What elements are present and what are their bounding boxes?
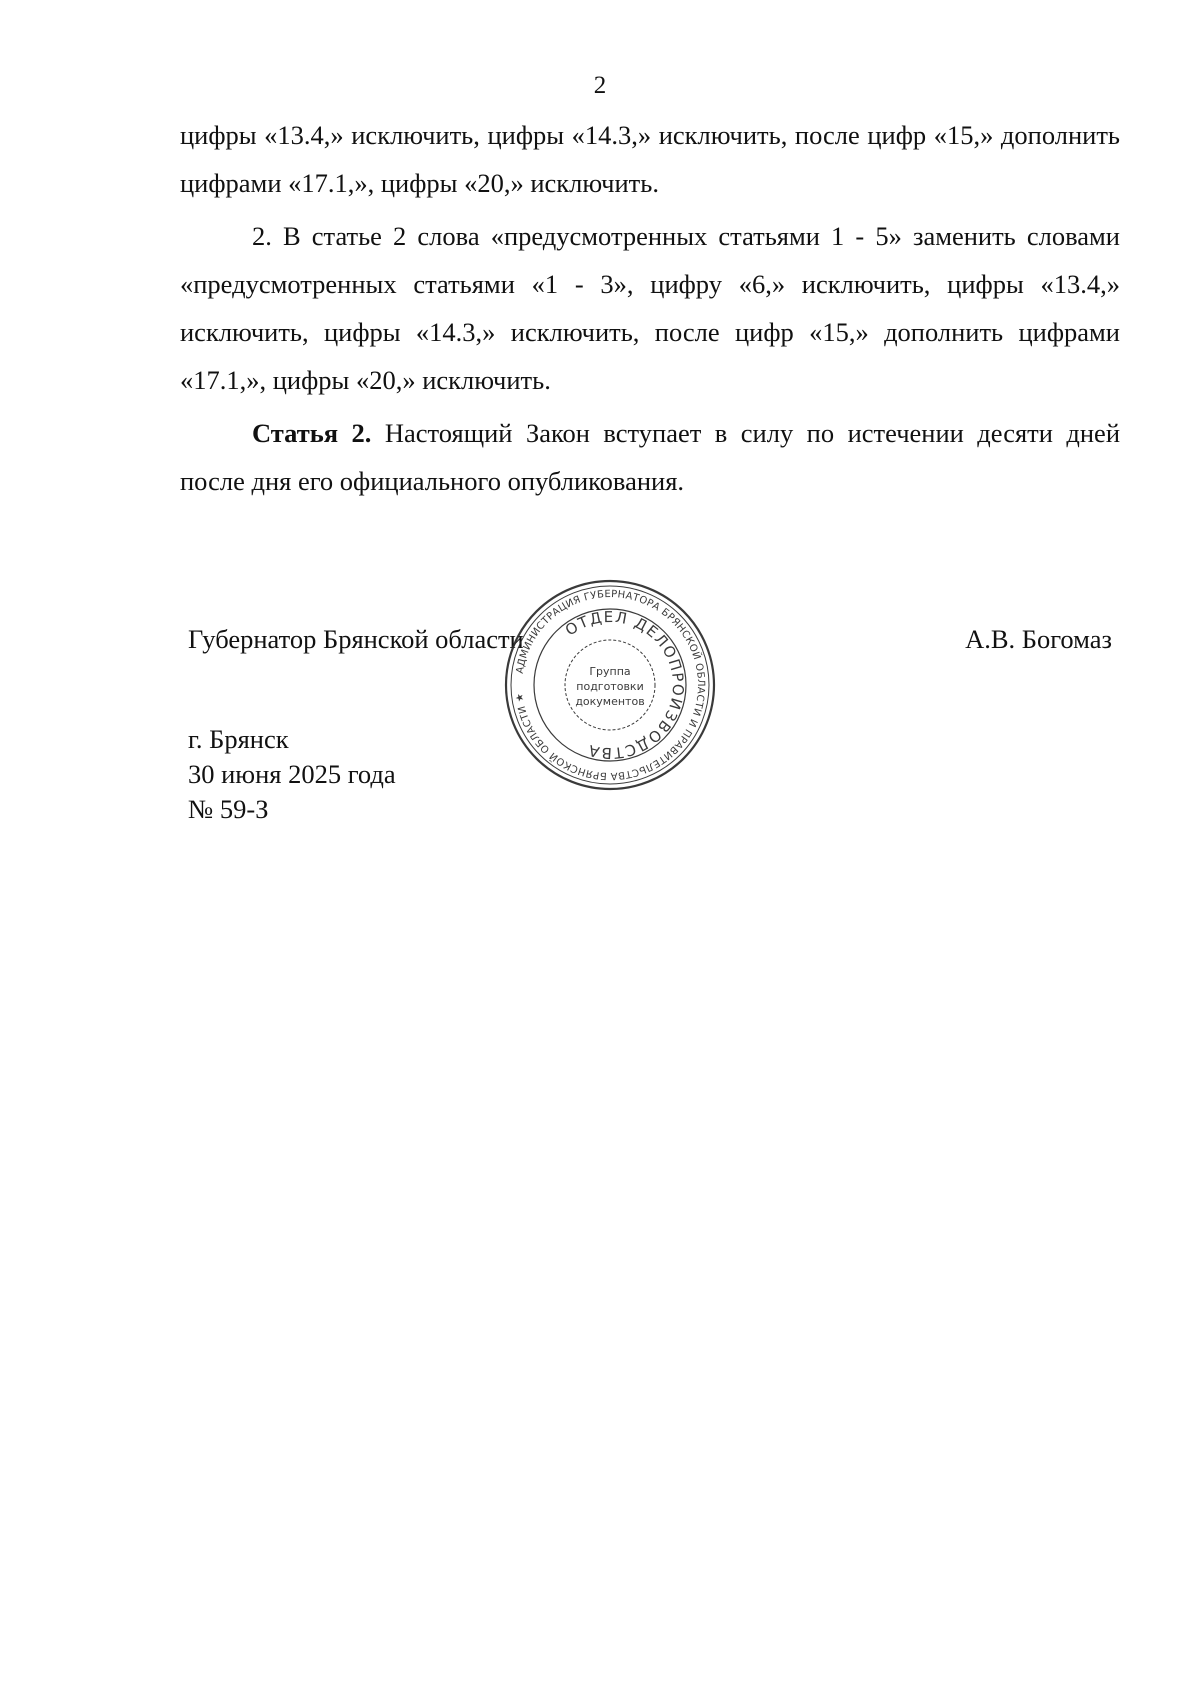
document-body [180, 111, 1120, 510]
article-2-text: Настоящий Закон вступает в силу по истечении десяти дней после дня его официального опубликования. [180, 418, 1120, 496]
footer-date: 30 июня 2025 года [188, 759, 396, 789]
seal-graphic [500, 575, 720, 795]
footer-city: г. Брянск [188, 724, 289, 754]
footer-law-number: № 59-З [188, 794, 269, 824]
seal-center-line-3: документов [575, 695, 645, 708]
paragraph-amendment-2: 2. В статье 2 слова «предусмотренных статьями 1 - 5» заменить словами «предусмотренных статьями «1 - 3», цифру «6,» исключить, цифры «13.4,» исключить, цифры «14.3,» исключить, после цифр «15,» дополнить цифрами «17.1,», цифры «20,» исключить. [180, 221, 1120, 395]
signatory-name: А.В. Богомаз [965, 624, 1112, 654]
paragraph-amendment-continuation: цифры «13.4,» исключить, цифры «14.3,» исключить, после цифр «15,» дополнить цифрами «17.1,», цифры «20,» исключить. [180, 120, 1120, 198]
seal-outer-text: АДМИНИСТРАЦИЯ ГУБЕРНАТОРА БРЯНСКОЙ ОБЛАСТИ И ПРАВИТЕЛЬСТВА БРЯНСКОЙ ОБЛАСТИ ★ [514, 588, 707, 782]
signatory-title: Губернатор Брянской области [188, 624, 524, 654]
seal-center-line-1: Группа [589, 665, 631, 678]
paragraph-article-2 [180, 409, 1120, 505]
seal-center-line-2: подготовки [576, 680, 644, 693]
official-seal [500, 575, 720, 795]
article-2-label: Статья 2. [252, 418, 372, 448]
page-number: 2 [593, 72, 607, 99]
seal-inner-text: ОТДЕЛ ДЕЛОПРОИЗВОДСТВА [561, 607, 688, 763]
document-footer [188, 722, 396, 827]
